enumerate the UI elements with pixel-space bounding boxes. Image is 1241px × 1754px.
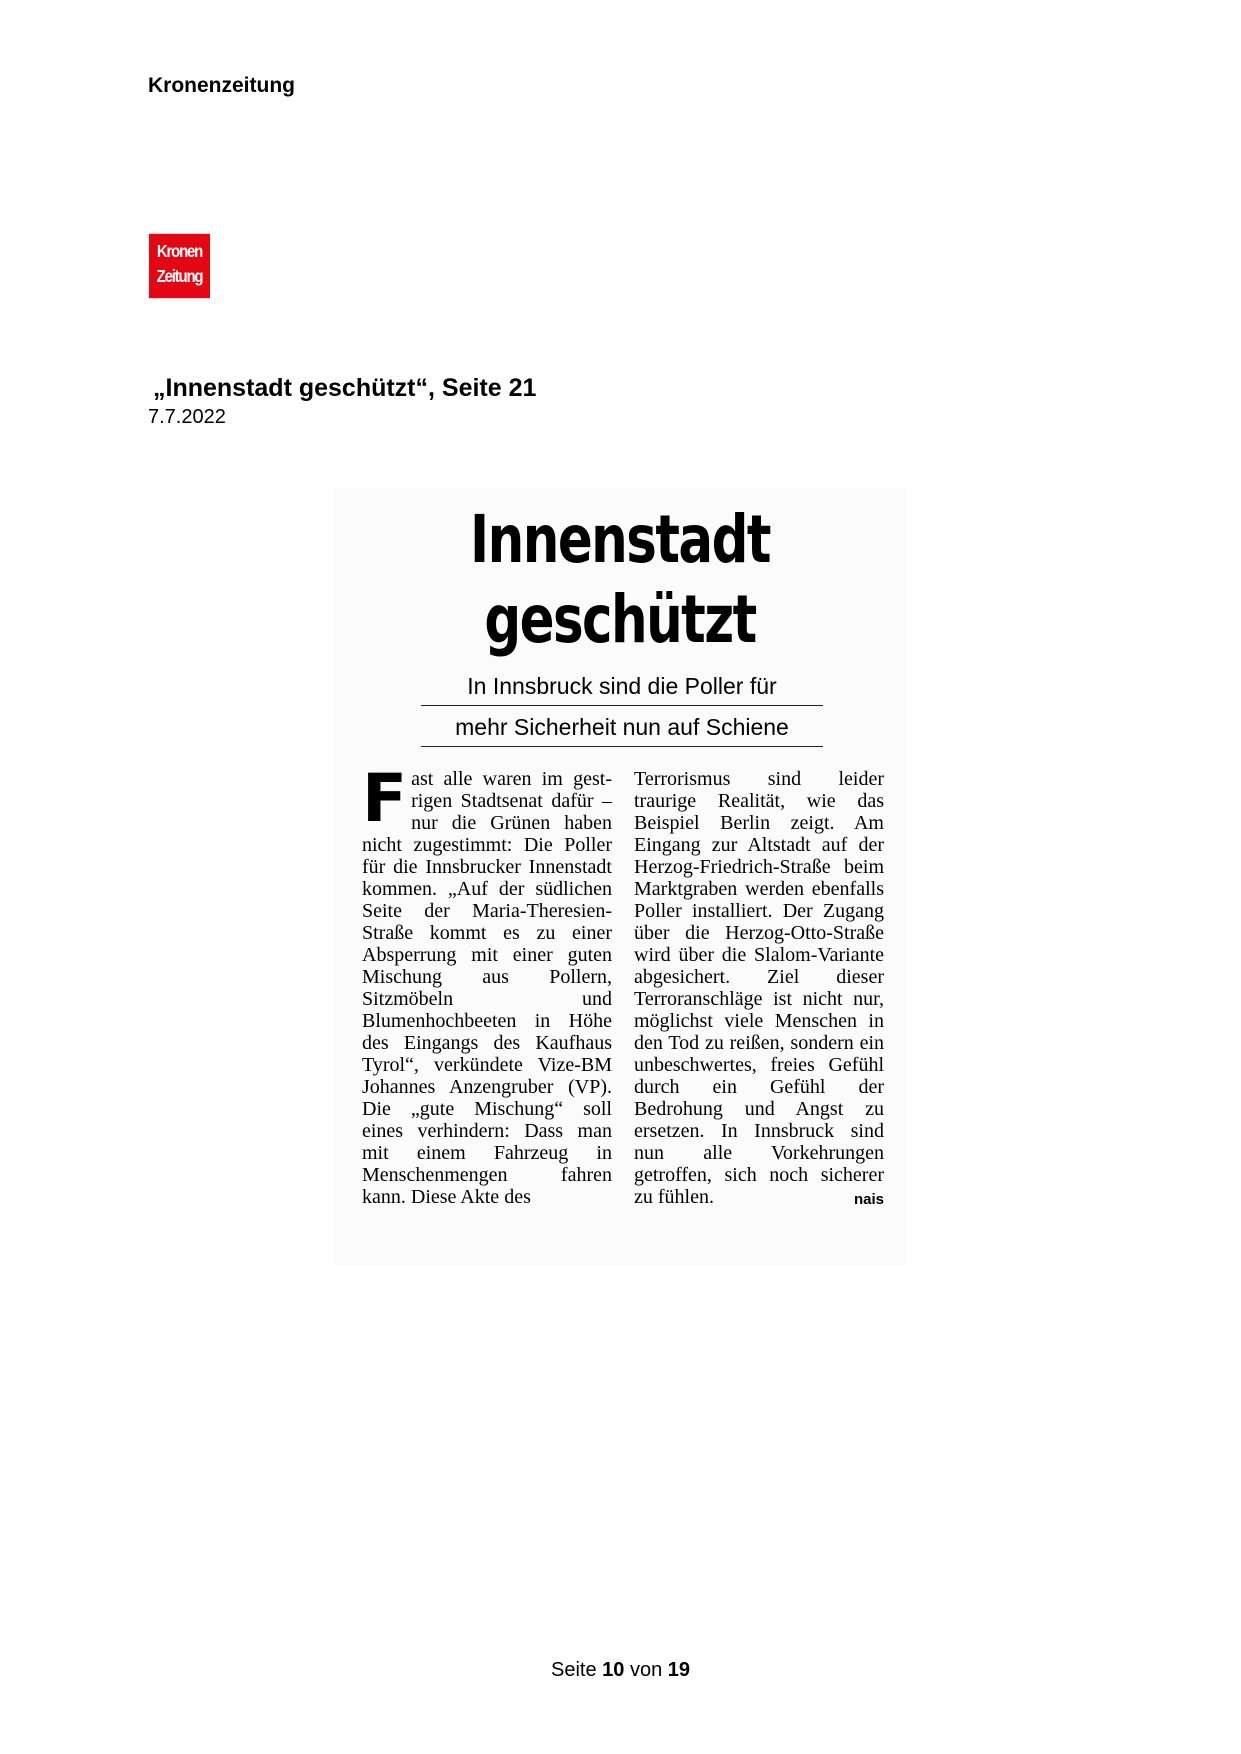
logo-line-2: Zeitung <box>156 267 203 287</box>
publication-name: Kronenzeitung <box>148 74 295 97</box>
article-column-1 <box>362 760 612 1208</box>
subheadline-rule-2 <box>421 746 823 747</box>
column-1-text: ast alle waren im gestrigen Stadtsenat dafür – nur die Grünen haben nicht zugestimmt: Die Poller für die Innsbrucker Innenstadt kommen. „Auf der südlichen Seite der Maria-Theresien-Straße kommt es zu einer Absperrung mit einer guten Mischung aus Pollern, Sitzmöbeln und Blumenhochbeeten in Höhe des Eingangs des Kaufhaus Tyrol“, verkündete Vize-BM Johannes Anzengruber (VP). Die „gute Mischung“ soll eines verhindern: Dass man mit einem Fahrzeug in Menschenmengen fahren kann. Diese Akte des <box>362 768 612 1208</box>
article-headline <box>396 500 844 660</box>
subheadline-rule-1 <box>421 705 823 706</box>
article-clipping <box>333 488 907 1265</box>
author-signature: nais <box>853 1191 884 1208</box>
clipping-title: „Innenstadt geschützt“, Seite 21 <box>153 374 537 402</box>
article-column-2 <box>634 768 884 1211</box>
subheadline-line-2: mehr Sicherheit nun auf Schiene <box>455 714 789 740</box>
page-footer <box>0 1659 1241 1682</box>
headline-line-2: geschützt <box>484 581 756 658</box>
kronen-zeitung-logo <box>149 234 210 298</box>
column-2-text: Terrorismus sind leider traurige Realität, wie das Beispiel Berlin zeigt. Am Eingang zur Altstadt auf der Herzog-Friedrich-Straße beim Marktgraben werden ebenfalls Poller installiert. Der Zugang über die Herzog-Otto-Straße wird über die Slalom-Variante abgesichert. Ziel dieser Terroranschläge ist nicht nur, möglichst viele Menschen in den Tod zu reißen, sondern ein unbeschwertes, freies Gefühl durch ein Gefühl der Bedrohung und Angst zu ersetzen. In Innsbruck sind nun alle Vorkehrungen getroffen, sich noch sicherer zu fühlen. <box>634 768 884 1208</box>
footer-middle: von <box>629 1659 663 1681</box>
footer-prefix: Seite <box>550 1659 597 1681</box>
subheadline-line-1: In Innsbruck sind die Poller für <box>467 673 777 699</box>
drop-cap: F <box>362 760 408 837</box>
current-page-number: 10 <box>602 1659 625 1681</box>
total-page-count: 19 <box>667 1659 691 1681</box>
logo-line-1: Kronen <box>156 241 203 262</box>
headline-line-1: Innenstadt <box>470 501 770 578</box>
clipping-date: 7.7.2022 <box>148 406 226 428</box>
